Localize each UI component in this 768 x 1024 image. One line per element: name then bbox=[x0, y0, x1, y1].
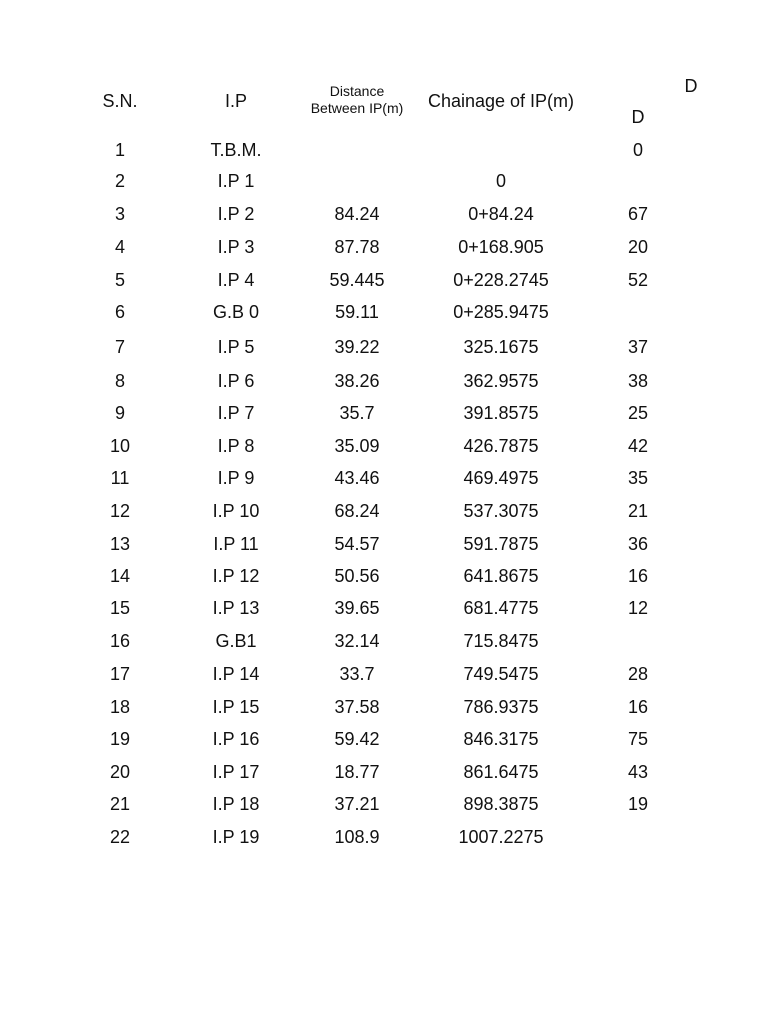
cell-sn: 22 bbox=[109, 827, 131, 847]
cell-d: 38 bbox=[627, 371, 649, 391]
cell-sn: 21 bbox=[109, 794, 131, 814]
cell-sn: 10 bbox=[109, 436, 131, 456]
cell-ip: I.P 7 bbox=[217, 403, 255, 423]
cell-distance: 108.9 bbox=[334, 827, 380, 847]
cell-distance: 37.58 bbox=[334, 697, 380, 717]
cell-d: 20 bbox=[627, 237, 649, 257]
cell-distance: 38.26 bbox=[334, 371, 380, 391]
cell-sn: 5 bbox=[114, 270, 126, 290]
cell-chainage: 715.8475 bbox=[463, 631, 539, 651]
header-d-top: D bbox=[684, 76, 698, 96]
cell-ip: I.P 9 bbox=[217, 468, 255, 488]
cell-ip: G.B 0 bbox=[212, 302, 260, 322]
cell-d: 28 bbox=[627, 664, 649, 684]
cell-distance: 43.46 bbox=[334, 468, 380, 488]
cell-d: 16 bbox=[627, 697, 649, 717]
cell-sn: 20 bbox=[109, 762, 131, 782]
cell-sn: 11 bbox=[110, 468, 130, 488]
cell-chainage: 0 bbox=[495, 171, 507, 191]
cell-chainage: 749.5475 bbox=[463, 664, 539, 684]
cell-chainage: 0+168.905 bbox=[458, 237, 544, 257]
cell-sn: 9 bbox=[114, 403, 126, 423]
header-d-sub: D bbox=[631, 107, 645, 127]
cell-distance: 35.7 bbox=[339, 403, 375, 423]
cell-ip: G.B1 bbox=[215, 631, 257, 651]
cell-d: 75 bbox=[627, 729, 649, 749]
cell-distance: 59.11 bbox=[335, 302, 379, 322]
cell-chainage: 591.7875 bbox=[463, 534, 539, 554]
cell-distance: 32.14 bbox=[334, 631, 380, 651]
cell-ip: I.P 4 bbox=[217, 270, 255, 290]
cell-chainage: 325.1675 bbox=[463, 337, 539, 357]
cell-distance: 59.42 bbox=[334, 729, 380, 749]
cell-distance: 18.77 bbox=[334, 762, 380, 782]
cell-d: 36 bbox=[627, 534, 649, 554]
cell-d: 67 bbox=[627, 204, 649, 224]
cell-chainage: 786.9375 bbox=[463, 697, 539, 717]
header-sn: S.N. bbox=[102, 91, 138, 111]
cell-ip: T.B.M. bbox=[210, 140, 262, 160]
cell-ip: I.P 13 bbox=[212, 598, 260, 618]
cell-sn: 8 bbox=[114, 371, 126, 391]
cell-sn: 1 bbox=[114, 140, 126, 160]
cell-distance: 54.57 bbox=[334, 534, 380, 554]
cell-distance: 39.65 bbox=[334, 598, 380, 618]
cell-d: 21 bbox=[627, 501, 649, 521]
cell-chainage: 362.9575 bbox=[463, 371, 539, 391]
cell-chainage: 861.6475 bbox=[463, 762, 539, 782]
header-ip: I.P bbox=[224, 91, 248, 111]
cell-sn: 16 bbox=[109, 631, 131, 651]
cell-ip: I.P 12 bbox=[212, 566, 260, 586]
cell-distance: 37.21 bbox=[334, 794, 380, 814]
cell-sn: 12 bbox=[109, 501, 131, 521]
cell-ip: I.P 14 bbox=[212, 664, 260, 684]
header-distance-line1: Distance bbox=[329, 83, 385, 99]
cell-d: 19 bbox=[627, 794, 649, 814]
cell-sn: 18 bbox=[109, 697, 131, 717]
cell-sn: 2 bbox=[114, 171, 126, 191]
cell-chainage: 1007.2275 bbox=[458, 827, 544, 847]
cell-d: 0 bbox=[632, 140, 644, 160]
cell-distance: 84.24 bbox=[334, 204, 380, 224]
cell-ip: I.P 1 bbox=[217, 171, 255, 191]
cell-sn: 15 bbox=[109, 598, 131, 618]
cell-ip: I.P 6 bbox=[217, 371, 255, 391]
header-chainage: Chainage of IP(m) bbox=[427, 91, 575, 111]
header-distance-line2: Between IP(m) bbox=[310, 100, 404, 116]
cell-d: 42 bbox=[627, 436, 649, 456]
cell-chainage: 0+228.2745 bbox=[453, 270, 549, 290]
cell-chainage: 0+84.24 bbox=[468, 204, 534, 224]
cell-distance: 50.56 bbox=[334, 566, 380, 586]
cell-chainage: 898.3875 bbox=[463, 794, 539, 814]
cell-ip: I.P 8 bbox=[217, 436, 255, 456]
cell-d: 52 bbox=[627, 270, 649, 290]
cell-distance: 33.7 bbox=[339, 664, 375, 684]
cell-sn: 14 bbox=[109, 566, 131, 586]
cell-ip: I.P 2 bbox=[217, 204, 255, 224]
cell-sn: 4 bbox=[114, 237, 126, 257]
cell-chainage: 681.4775 bbox=[463, 598, 539, 618]
cell-sn: 13 bbox=[109, 534, 131, 554]
cell-ip: I.P 19 bbox=[212, 827, 260, 847]
cell-distance: 59.445 bbox=[329, 270, 385, 290]
cell-chainage: 426.7875 bbox=[463, 436, 539, 456]
cell-d: 43 bbox=[627, 762, 649, 782]
cell-d: 37 bbox=[627, 337, 649, 357]
cell-chainage: 0+285.9475 bbox=[453, 302, 549, 322]
cell-distance: 87.78 bbox=[334, 237, 380, 257]
cell-ip: I.P 5 bbox=[217, 337, 255, 357]
cell-d: 12 bbox=[627, 598, 649, 618]
cell-d: 35 bbox=[627, 468, 649, 488]
cell-ip: I.P 10 bbox=[212, 501, 260, 521]
cell-sn: 7 bbox=[114, 337, 126, 357]
cell-chainage: 846.3175 bbox=[463, 729, 539, 749]
cell-chainage: 391.8575 bbox=[463, 403, 539, 423]
cell-chainage: 641.8675 bbox=[463, 566, 539, 586]
cell-ip: I.P 18 bbox=[212, 794, 260, 814]
cell-sn: 19 bbox=[109, 729, 131, 749]
cell-sn: 17 bbox=[109, 664, 131, 684]
cell-ip: I.P 17 bbox=[212, 762, 260, 782]
cell-chainage: 469.4975 bbox=[463, 468, 539, 488]
cell-sn: 6 bbox=[114, 302, 126, 322]
cell-d: 16 bbox=[627, 566, 649, 586]
cell-distance: 68.24 bbox=[334, 501, 380, 521]
cell-ip: I.P 3 bbox=[217, 237, 255, 257]
cell-ip: I.P 15 bbox=[212, 697, 260, 717]
cell-distance: 39.22 bbox=[334, 337, 380, 357]
cell-ip: I.P 11 bbox=[213, 534, 259, 554]
cell-chainage: 537.3075 bbox=[463, 501, 539, 521]
cell-sn: 3 bbox=[114, 204, 126, 224]
cell-ip: I.P 16 bbox=[212, 729, 260, 749]
cell-d: 25 bbox=[627, 403, 649, 423]
cell-distance: 35.09 bbox=[334, 436, 380, 456]
